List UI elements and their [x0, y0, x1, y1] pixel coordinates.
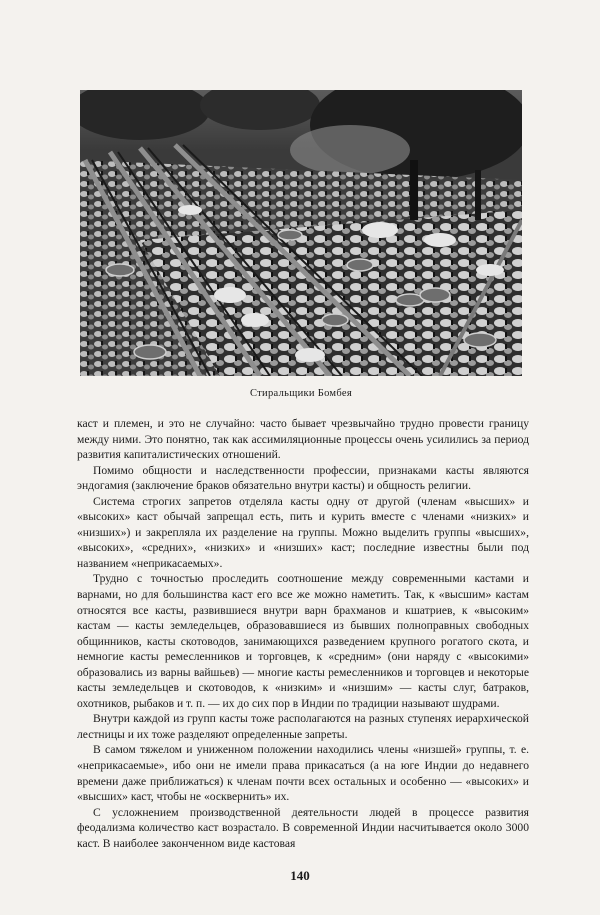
- paragraph: Система строгих запретов отделяла касты одну от другой (членам «высших» и «высоких» каст обычай запрещал есть, пить и курить вместе с членами «низких» и «низших») и закрепляла их разделение на группы. Можно выделить группы «высших», «высоких», «средних», «низких» и «низших» каст; последние известны были под названием «неприкасаемых».: [77, 494, 529, 570]
- paragraph: С усложнением производственной деятельности людей в процессе развития феодализма количество каст возрастало. В современной Индии насчитывается около 3000 каст. В наиболее законченном виде кастовая: [77, 805, 529, 850]
- page-number: 140: [290, 868, 310, 883]
- paragraph: Внутри каждой из групп касты тоже располагаются на разных ступенях иерархической лестницы и их тоже разделяют определенные запреты.: [77, 712, 529, 741]
- paragraph: В самом тяжелом и униженном положении находились члены «низшей» группы, т. е. «неприкасаемые», ибо они не имели права прикасаться (а на юге Индии до недавнего времени даже приближаться) к членам почти всех остальных и особенно — «высоких» и «высших» каст, чтобы не «осквернить» их.: [77, 743, 529, 804]
- body-text: [77, 416, 529, 851]
- dhobi-ghat-photograph: [80, 90, 522, 376]
- paragraph: каст и племен, и это не случайно: часто бывает чрезвычайно трудно провести границу между ними. Это понятно, так как ассимиляционные процессы очень усилились за период развития капиталистических отношений.: [77, 417, 529, 462]
- figure-caption: Стиральщики Бомбея: [250, 388, 352, 399]
- paragraph: Помимо общности и наследственности профессии, признаками касты являются эндогамия (заключение браков обязательно внутри касты) и общность религии.: [77, 463, 529, 493]
- paragraph: Трудно с точностью проследить соотношение между современными кастами и варнами, но для большинства каст его все же можно наметить. Так, к «высшим» кастам относятся все касты, развившиеся внутри варн брахманов и кшатриев, к «высоким» кастам — касты земледельцев, образовавшиеся из бывших полноправных свободных общинников, касты скотоводов, занимающихся разведением крупного рогатого скота, и немногие касты ремесленников и торговцев, к «средним» (они наряду с «высокими» образовались из варны вайшьев) — многие касты ремесленников и торговцев и некоторые касты земледельцев и скотоводов, к «низким» и «низшим» — касты слуг, батраков, охотников, рыбаков и т. п. — их до сих пор в Индии по традиции называют шудрами.: [77, 572, 529, 710]
